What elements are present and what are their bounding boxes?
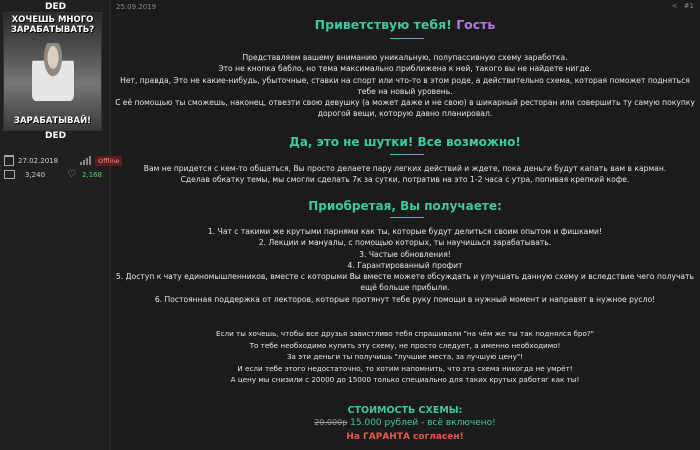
benefit-item: 5. Доступ к чату единомышленников, вместе с которыми Вы вместе можете обсуждать и улучшать данную схему и вследствие чего получать: [115, 272, 694, 282]
closing-line: То тебе необходимо купить эту схему, не просто следует, а именно необходимо!: [249, 340, 561, 350]
divider: [390, 154, 424, 155]
username[interactable]: DED: [45, 131, 67, 141]
post-number[interactable]: #1: [683, 2, 694, 10]
intro-line: Это не кнопка бабло, но тема максимально приближена к ней, такого вы не найдете нигде.: [218, 64, 592, 74]
second-paragraph: [112, 163, 698, 186]
like-count: 2,168: [82, 170, 103, 179]
user-sidebar: [0, 0, 120, 450]
benefit-item: 3. Частые обновления!: [359, 249, 451, 259]
message-count: 3,240: [25, 170, 46, 179]
user-stats-row-1: [4, 155, 122, 166]
greeting-heading: [112, 17, 698, 32]
divider: [390, 38, 424, 39]
greeting-prefix: Приветствую тебя!: [314, 17, 452, 32]
intro-line: дорогой вещи, которую давно планировал.: [317, 109, 493, 119]
user-stats-row-2: [4, 169, 102, 180]
benefits-list: [112, 226, 698, 305]
closing-paragraph: [112, 328, 698, 386]
mail-icon: [4, 170, 15, 179]
price-title: СТОИМОСТЬ СХЕМЫ:: [347, 405, 463, 416]
closing-line: А цену мы снизили с 20000 до 15000 только специально для таких крутых работяг как ты!: [230, 375, 580, 385]
avatar-caption-top: ХОЧЕШЬ МНОГО ЗАРАБАТЫВАТЬ?: [10, 15, 95, 35]
status-badge: Offline: [95, 156, 122, 166]
avatar-caption-bottom: ЗАРАБАТЫВАЙ!: [13, 116, 92, 126]
intro-line: С её помощью ты сможешь, наконец, отвезти свою девушку (а может даже и не свою) в шикарный ресторан или совершить ту самую покупку: [115, 98, 695, 108]
benefit-item: 6. Постоянная поддержка от лекторов, которые протянут тебе руку помощи в нужный момент и направят в нужное русло!: [154, 294, 656, 304]
closing-line: Если ты хочешь, чтобы все друзья завистливо тебя спрашивали "на чём же ты так поднялся бро?": [216, 329, 594, 338]
intro-line: Нет, правда, Это не какие-нибудь, убыточные, ставки на спорт или что-то в этом роде, а действительно схема, которая поможет подняться: [120, 75, 690, 85]
intro-line: Представляем вашему вниманию уникальную, полупассивную схему заработка.: [242, 53, 568, 62]
guarantee-note: На ГАРАНТА согласен!: [346, 432, 464, 442]
benefit-item: 1. Чат с такими же крутыми парнями как ты, которые будут делиться своим опытом и фишками!: [207, 227, 603, 236]
paragraph-line: Вам не придется с кем-то общаться, Вы просто делаете пару легких действий и ждете, пока деньги будут капать вам в карман.: [143, 164, 667, 173]
price-line: [112, 418, 698, 428]
closing-line: За эти деньги ты получишь "лучшие места, за лучшую цену"!: [286, 352, 524, 362]
old-price: 20.000р: [314, 418, 348, 427]
avatar-figure: [32, 43, 74, 101]
share-icon[interactable]: <: [671, 2, 678, 10]
benefit-item: ещё больше прибыли.: [360, 283, 450, 293]
closing-line: И если тебе этого недостаточно, то хотим напомнить, что эта схема никогда не умрёт!: [237, 363, 573, 373]
intro-line: тебе на новый уровень.: [357, 86, 453, 96]
calendar-icon: [4, 155, 14, 166]
divider: [390, 217, 424, 218]
avatar[interactable]: [3, 12, 102, 131]
intro-paragraph: [112, 52, 698, 120]
heart-icon: ♡: [67, 169, 77, 180]
greeting-name: Гость: [456, 17, 496, 32]
benefit-item: 2. Лекции и мануалы, с помощью которых, ты научишься зарабатывать.: [258, 238, 552, 248]
post-content: [112, 0, 698, 450]
new-price: 15.000 рублей - всё включено!: [350, 418, 496, 428]
post-date[interactable]: 25.09.2019: [116, 3, 157, 11]
benefit-item: 4. Гарантированный профит: [347, 260, 463, 270]
heading-no-jokes: Да, это не шутки! Все возможно!: [289, 135, 521, 149]
heading-benefits: Приобретая, Вы получаете:: [308, 199, 502, 213]
paragraph-line: Сделав обкатку темы, мы смогли сделать 7к за сутки, потратив на это 1-2 часа с утра, попивая крепкий кофе.: [180, 175, 630, 185]
signal-bars-icon: [80, 156, 91, 165]
registration-date: 27.02.2018: [18, 156, 59, 165]
username-top[interactable]: DED: [45, 2, 67, 12]
